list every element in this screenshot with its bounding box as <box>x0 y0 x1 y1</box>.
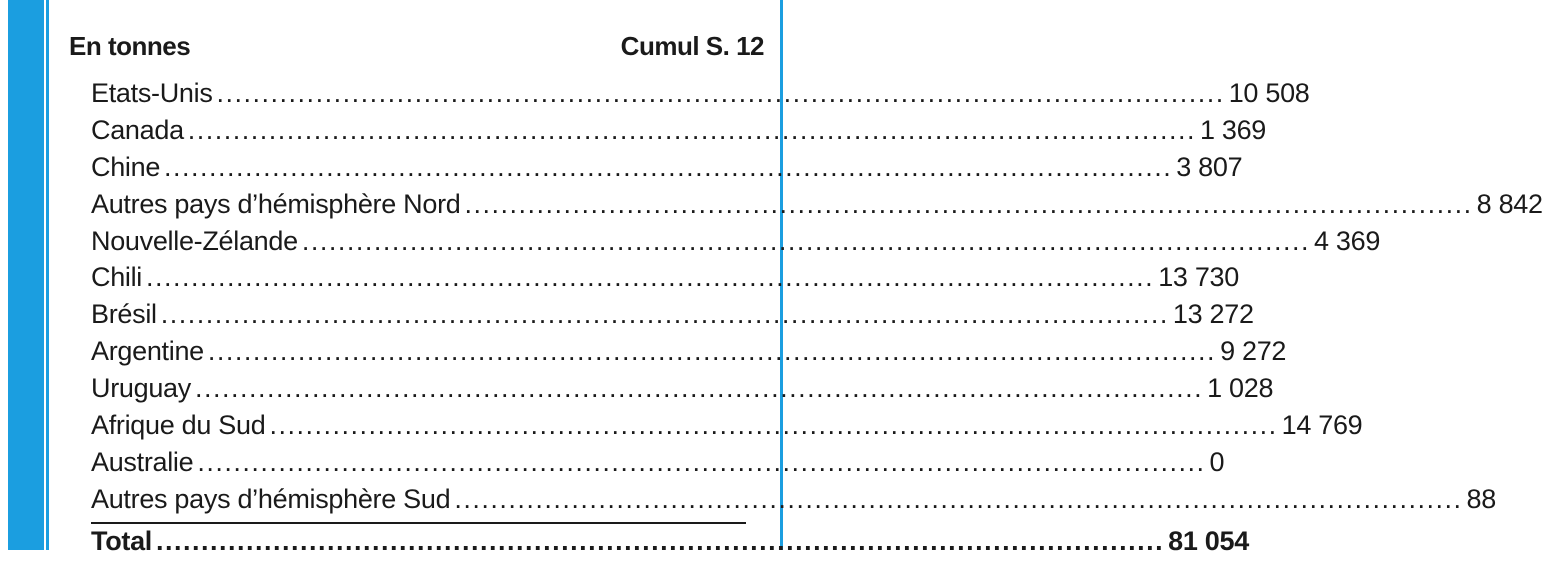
dot-leader: ................................................................................................................ <box>269 410 1278 441</box>
dot-leader: ................................................................................................................ <box>464 188 1473 219</box>
table-row <box>91 262 1239 299</box>
table-row <box>91 446 1225 484</box>
table-header <box>69 28 764 64</box>
row-label: Chine <box>91 151 161 182</box>
row-value: 88 <box>1466 483 1496 514</box>
row-label: Afrique du Sud <box>91 410 266 441</box>
dot-leader: ................................................................................................................ <box>160 299 1169 330</box>
row-label: Canada <box>91 114 184 145</box>
dot-leader: ................................................................................................................ <box>207 336 1217 367</box>
accent-bar-fill <box>8 0 44 550</box>
dot-leader: ................................................................................................................ <box>301 225 1310 256</box>
row-value: 3 807 <box>1176 151 1243 182</box>
row-value: 1 369 <box>1199 114 1267 145</box>
row-label: Nouvelle-Zélande <box>91 225 298 256</box>
total-row <box>91 526 1249 563</box>
dot-leader: ................................................................................................................ <box>454 483 1463 514</box>
row-label: Australie <box>91 446 194 477</box>
row-label: Etats-Unis <box>91 78 213 108</box>
table-row <box>91 151 1243 189</box>
row-label: Argentine <box>91 336 204 367</box>
table-row <box>91 114 1267 152</box>
total-value: 81 054 <box>1168 526 1249 556</box>
table-row <box>91 410 1363 447</box>
row-value: 13 272 <box>1172 299 1254 330</box>
total-label: Total <box>91 526 152 556</box>
row-value: 8 842 <box>1476 188 1543 219</box>
row-value: 4 369 <box>1314 225 1381 256</box>
dot-leader: ................................................................................................................ <box>156 526 1165 556</box>
dot-leader: ................................................................................................................ <box>197 446 1206 477</box>
row-value: 1 028 <box>1207 373 1274 404</box>
row-label: Chili <box>91 262 143 293</box>
table-row <box>91 373 1274 410</box>
table-row <box>91 78 1310 115</box>
accent-bar <box>0 0 48 550</box>
dot-leader: ................................................................................................................ <box>187 114 1196 145</box>
table-row <box>91 336 1287 373</box>
row-value: 9 272 <box>1220 336 1287 367</box>
row-label: Uruguay <box>91 373 191 404</box>
dot-leader: ................................................................................................................ <box>164 151 1173 182</box>
row-value: 10 508 <box>1228 78 1310 108</box>
row-label: Autres pays d’hémisphère Nord <box>91 188 461 219</box>
table-row <box>91 188 1543 226</box>
data-table-card <box>49 0 1543 556</box>
dot-leader: ................................................................................................................ <box>194 373 1204 404</box>
total-separator <box>91 522 746 524</box>
unit-label: En tonnes <box>69 30 191 61</box>
dot-leader: ................................................................................................................ <box>216 78 1225 108</box>
period-label: Cumul S. 12 <box>620 30 764 61</box>
table-rows <box>91 78 1543 521</box>
table-row <box>91 299 1254 336</box>
table-row <box>91 225 1381 263</box>
row-label: Autres pays d’hémisphère Sud <box>91 483 451 514</box>
row-label: Brésil <box>91 299 157 330</box>
dot-leader: ................................................................................................................ <box>146 262 1155 293</box>
row-value: 13 730 <box>1158 262 1239 293</box>
table-row <box>91 483 1496 521</box>
row-value: 0 <box>1209 446 1225 477</box>
row-value: 14 769 <box>1281 410 1363 441</box>
